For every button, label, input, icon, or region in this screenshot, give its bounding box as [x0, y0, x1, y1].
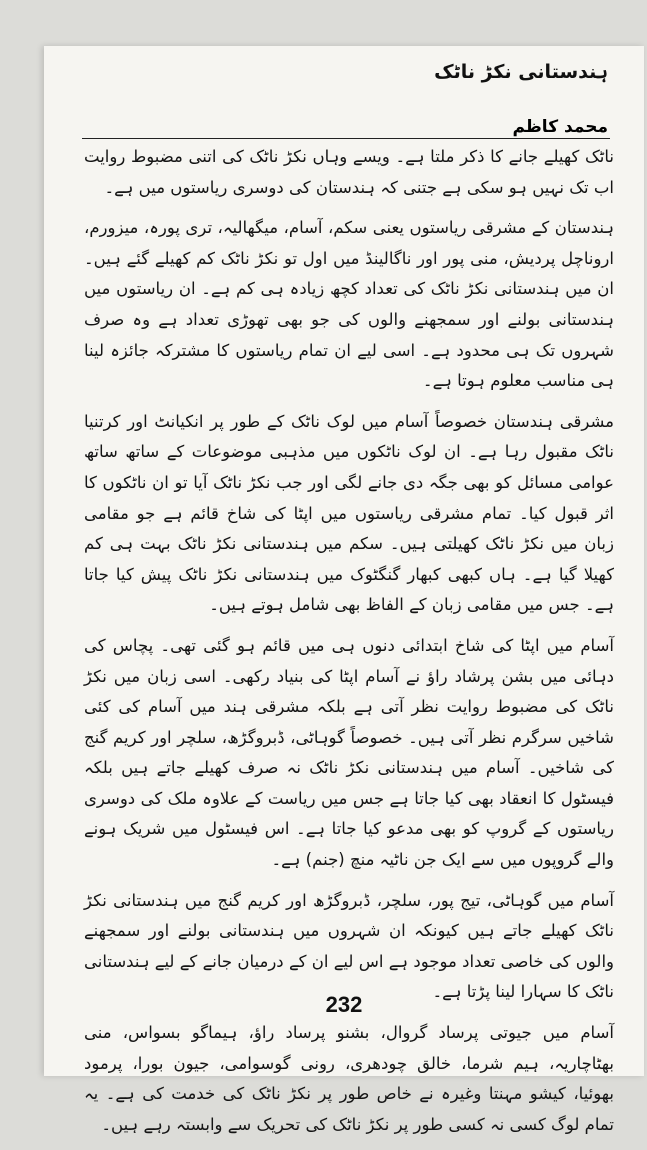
- book-title: ہندستانی نکڑ ناٹک: [434, 61, 608, 83]
- running-head: [434, 60, 608, 84]
- paragraph: آسام میں اپٹا کی شاخ ابتدائی دنوں ہی میں قائم ہو گئی تھی۔ پچاس کی دہائی میں بشن پرشاد راؤ نے آسام اپٹا کی بنیاد رکھی۔ اسی زبان میں نکڑ ناٹک کی مضبوط روایت نظر آتی ہے بلکہ مشرقی ہند میں آسام کی کئی شاخیں سرگرم نظر آتی ہیں۔ خصوصاً گوہاٹی، ڈبروگڑھ، سلچر اور کریم گنج کی شاخیں۔ آسام میں ہندستانی نکڑ ناٹک نہ صرف کھیلے جاتے ہیں بلکہ فیسٹول کا انعقاد بھی کیا جاتا ہے جس میں ریاست کے علاوہ ملک کی دوسری ریاستوں کے گروپ کو بھی مدعو کیا جاتا ہے۔ اس فیسٹول میں شریک ہونے والے گروپوں میں سے ایک جن ناٹیہ منچ (جنم) ہے۔: [84, 635, 614, 870]
- header-rule: [82, 138, 610, 139]
- book-page: [44, 46, 644, 1134]
- paragraph: ہندستان کے مشرقی ریاستوں یعنی سکم، آسام، میگھالیہ، تری پورہ، میزورم، اروناچل پردیش، منی پور اور ناگالینڈ میں اول تو نکڑ ناٹک کم کھیلے گئے ہیں۔ ان میں ہندستانی نکڑ ناٹک کی تعداد کچھ زیادہ ہی کم ہے۔ ان ریاستوں میں ہندستانی بولنے اور سمجھنے والوں کی جو بھی تھوڑی تعداد ہے وہ صرف شہروں تک ہی محدود ہے۔ اسی لیے ان تمام ریاستوں کا مشترکہ جائزہ لینا ہی مناسب معلوم ہوتا ہے۔: [84, 218, 614, 391]
- page-number: 232: [325, 992, 363, 1017]
- author-row: [512, 116, 608, 138]
- paragraph: آسام میں گوہاٹی، تیج پور، سلچر، ڈبروگڑھ اور کریم گنج میں ہندستانی نکڑ ناٹک کھیلے جاتے ہیں کیونکہ ان شہروں میں ہندستانی بولنے اور سمجھنے والوں کی خاصی تعداد موجود ہے اس لیے ان کے درمیان جانے کے لیے ہندستانی ناٹک کا سہارا لینا پڑتا ہے۔: [84, 890, 614, 1002]
- paragraph: ناٹک کھیلے جانے کا ذکر ملتا ہے۔ ویسے وہاں نکڑ ناٹک کی اتنی مضبوط روایت اب تک نہیں ہو سکی ہے جتنی کہ ہندستان کی دوسری ریاستوں میں ہے۔: [84, 147, 614, 197]
- paragraph: مشرقی ہندستان خصوصاً آسام میں لوک ناٹک کے طور پر انکیانٹ اور کرتنیا ناٹک مقبول رہا ہے۔ ان لوک ناٹکوں میں مذہبی موضوعات کے ساتھ ساتھ عوامی مسائل کو بھی جگہ دی جانے لگی اور جب نکڑ ناٹک آیا تو ان ناٹکوں کا اثر قبول کیا۔ تمام مشرقی ریاستوں میں اپٹا کی شاخ قائم ہے جو مقامی زبان میں نکڑ ناٹک کھیلتی ہیں۔ سکم میں ہندستانی نکڑ ناٹک بہت ہی کم کھیلا گیا ہے۔ ہاں کبھی کبھار گنگٹوک میں ہندستانی نکڑ ناٹک پیش کیا جاتا ہے۔ جس میں مقامی زبان کے الفاظ بھی شامل ہوتے ہیں۔: [84, 411, 614, 615]
- paragraph: آسام میں جیوتی پرساد گروال، بشنو پرساد راؤ، ہیماگو بسواس، منی بھٹاچاریہ، ہیم شرما، خالق چودھری، رونی گوسوامی، جیون بورا، پرمود بھوئیا، کیشو مہنتا وغیرہ نے خاص طور پر نکڑ ناٹک کی خدمت کی ہے۔ یہ تمام لوگ کسی نہ کسی طور پر نکڑ ناٹک کی تحریک سے وابستہ رہے ہیں۔: [84, 1023, 614, 1134]
- author-name: محمد کاظم: [512, 117, 608, 137]
